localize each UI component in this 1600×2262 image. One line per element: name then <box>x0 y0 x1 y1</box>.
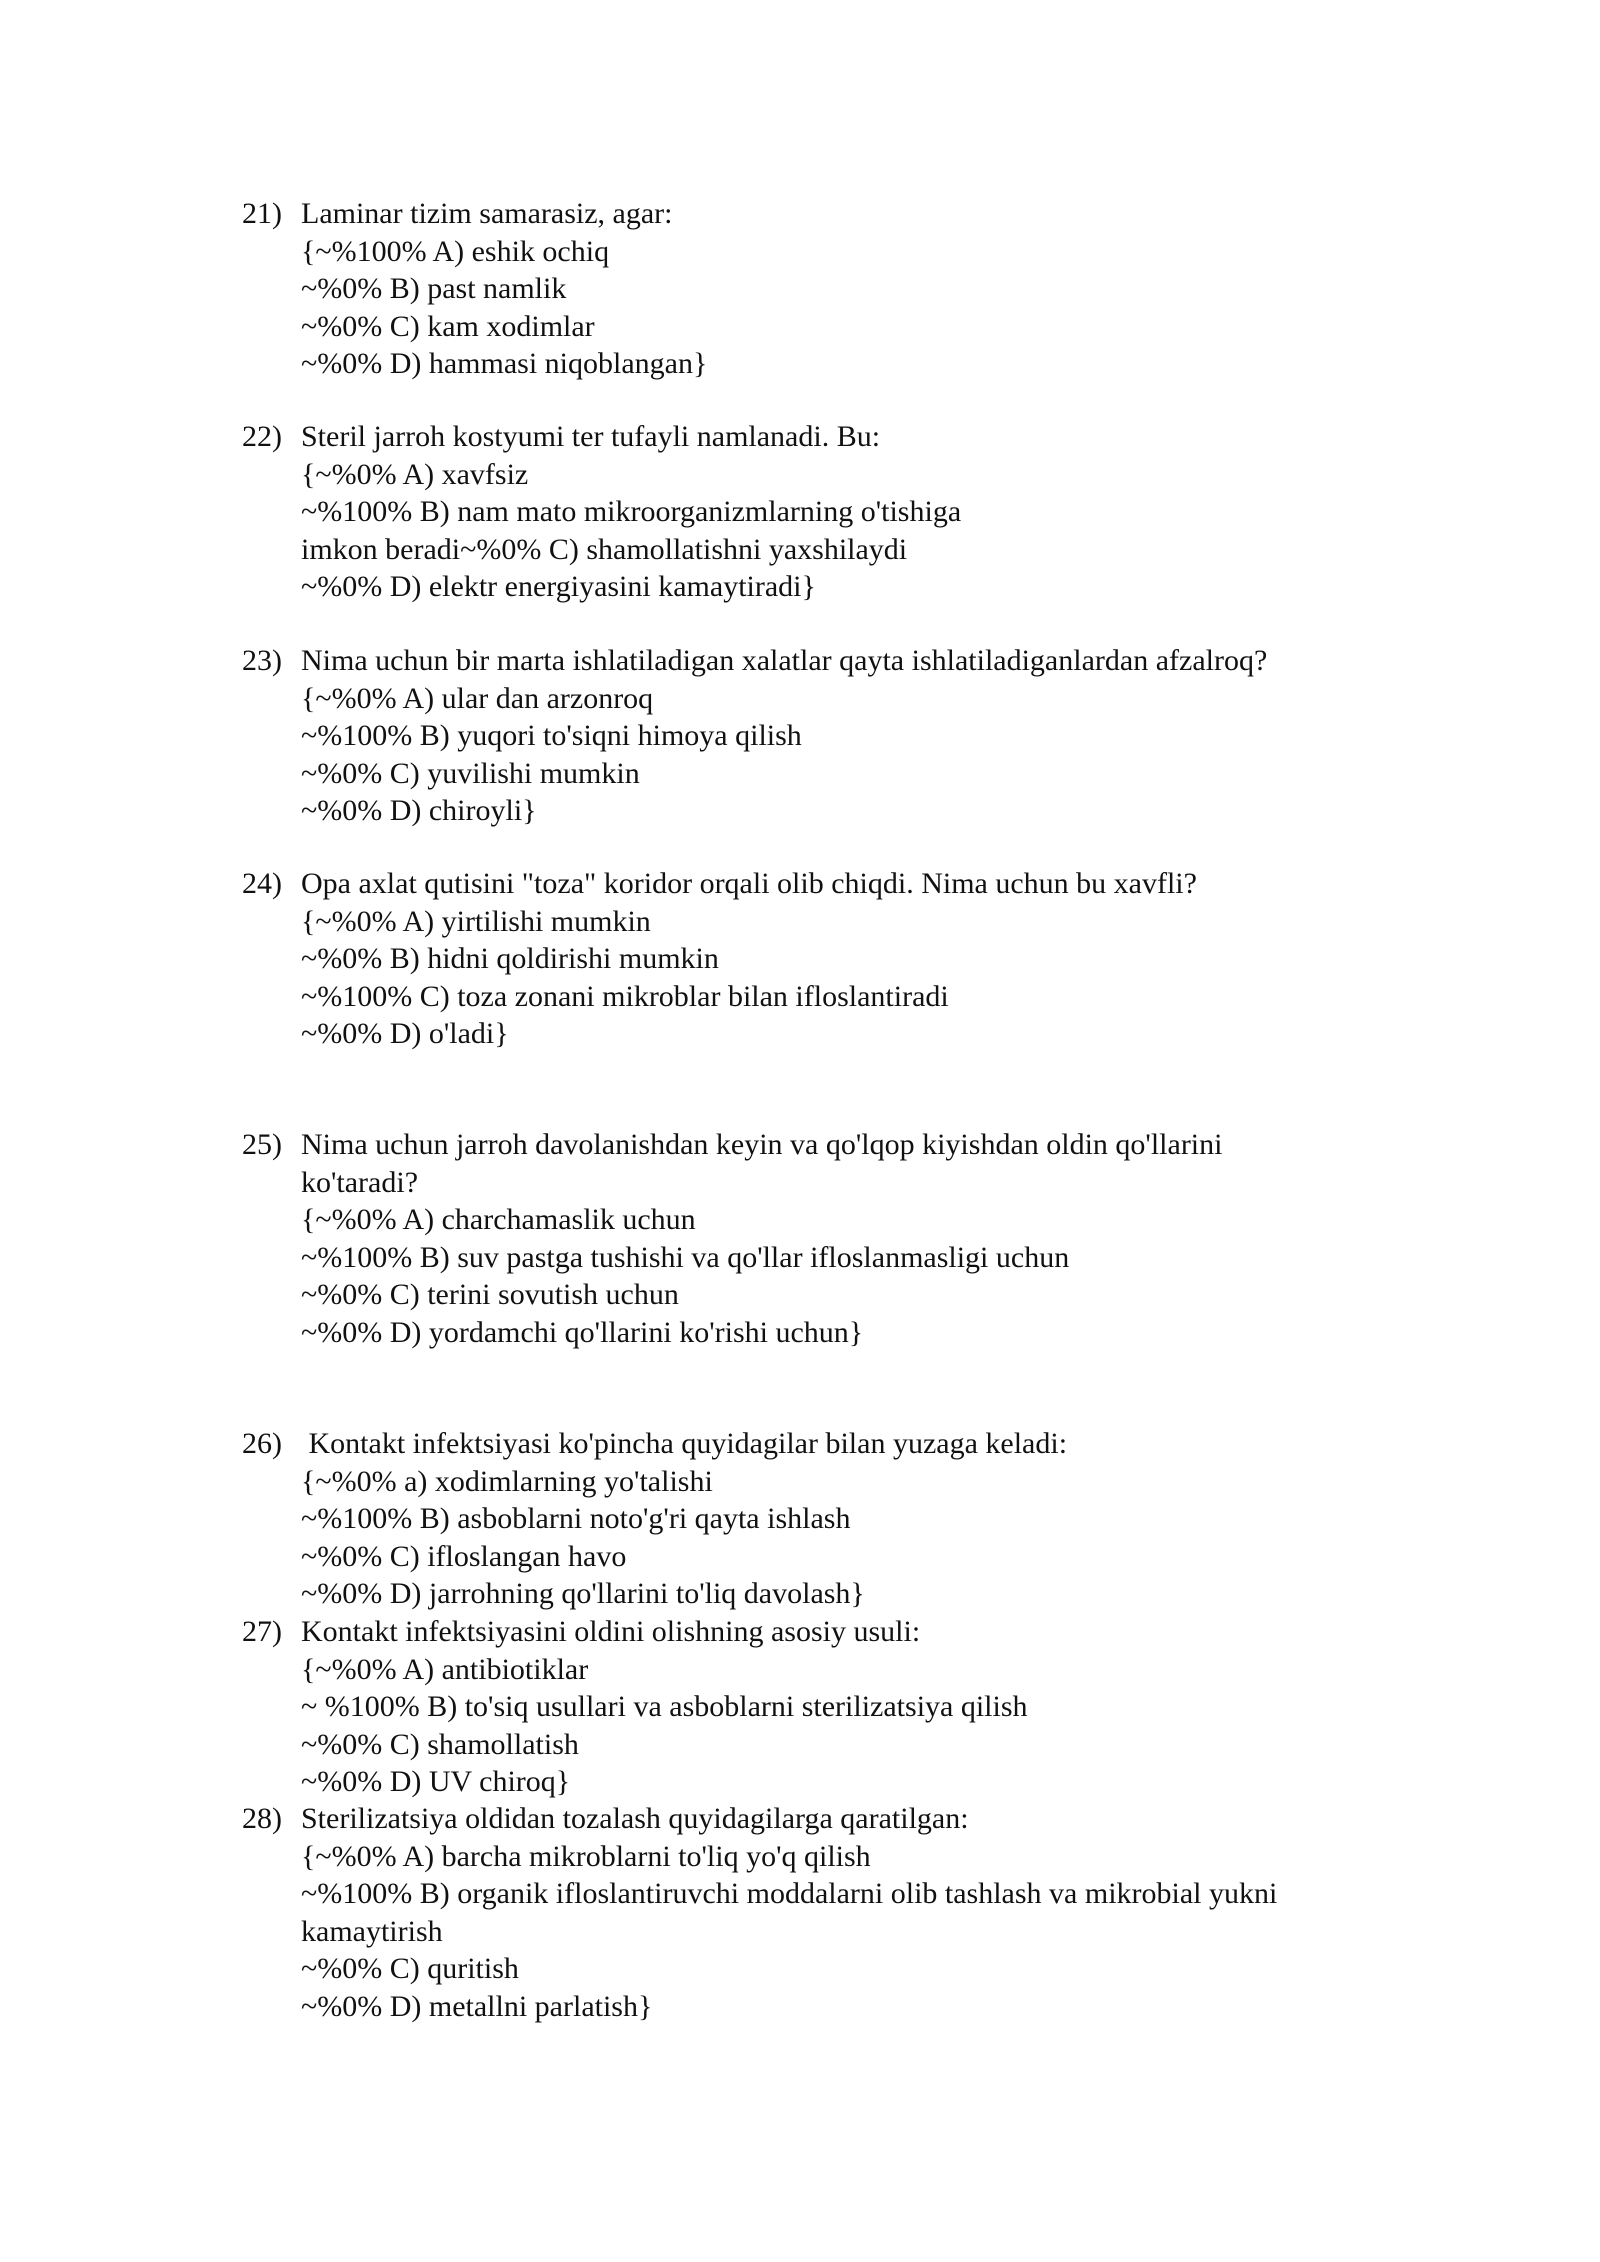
answer-option-c: ~%0% C) shamollatish <box>301 1727 579 1761</box>
answer-option-d: ~%0% D) elektr energiyasini kamaytiradi} <box>301 570 816 603</box>
question-number: 25) <box>242 1128 282 1161</box>
answer-option-b: ~%100% B) asboblarni noto'g'ri qayta ishlash <box>301 1502 851 1535</box>
question-number: 23) <box>242 644 282 677</box>
answer-option-a: {~%0% A) ular dan arzonroq <box>301 681 654 715</box>
answer-line <box>242 1988 1422 2026</box>
answer-option-a: {~%100% A) eshik ochiq <box>301 234 610 268</box>
question-line <box>242 1425 1422 1463</box>
answer-option-a: {~%0% A) charchamaslik uchun <box>301 1203 696 1236</box>
answer-line <box>242 1538 1422 1576</box>
answer-line <box>242 1201 1422 1239</box>
answer-option-d: ~%0% D) UV chiroq} <box>301 1765 571 1798</box>
question-24 <box>242 865 1422 1053</box>
answer-option-b: ~%100% B) nam mato mikroorganizmlarning o'tishiga <box>301 495 962 528</box>
answer-line <box>242 1875 1422 1913</box>
answer-line <box>242 940 1422 978</box>
answer-option-b: ~ %100% B) to'siq usullari va asboblarni sterilizatsiya qilish <box>301 1690 1028 1723</box>
answer-line <box>242 568 1422 606</box>
question-number: 27) <box>242 1615 282 1648</box>
answer-line <box>242 531 1422 569</box>
answer-line <box>242 308 1422 346</box>
answer-line <box>242 1651 1422 1689</box>
answer-option-a: {~%0% A) barcha mikroblarni to'liq yo'q qilish <box>301 1839 871 1873</box>
answer-line <box>242 233 1422 271</box>
answer-line <box>242 1239 1422 1277</box>
answer-line <box>242 1726 1422 1764</box>
answer-option-c: ~%0% C) kam xodimlar <box>301 309 595 343</box>
question-line <box>242 1800 1422 1838</box>
answer-option-b-continued: kamaytirish <box>301 1914 443 1948</box>
answer-option-d: ~%0% D) yordamchi qo'llarini ko'rishi uchun} <box>301 1315 864 1349</box>
question-number: 28) <box>242 1802 282 1835</box>
answer-line <box>242 1838 1422 1876</box>
answer-option-b: ~%100% B) yuqori to'siqni himoya qilish <box>301 719 802 752</box>
answer-line <box>242 1276 1422 1314</box>
answer-option-a: {~%0% a) xodimlarning yo'talishi <box>301 1464 713 1498</box>
answer-line <box>242 270 1422 308</box>
question-line <box>242 1613 1422 1651</box>
question-text: Sterilizatsiya oldidan tozalash quyidagilarga qaratilgan: <box>301 1802 969 1835</box>
answer-line <box>242 1575 1422 1613</box>
answer-option-d: ~%0% D) jarrohning qo'llarini to'liq davolash} <box>301 1577 865 1610</box>
answer-option-b: ~%100% B) organik ifloslantiruvchi moddalarni olib tashlash va mikrobial yukni <box>301 1877 1278 1910</box>
answer-line <box>242 755 1422 793</box>
question-line <box>242 642 1422 680</box>
question-text: Nima uchun jarroh davolanishdan keyin va qo'lqop kiyishdan oldin qo'llarini <box>301 1128 1223 1161</box>
question-text: Steril jarroh kostyumi ter tufayli namlanadi. Bu: <box>301 420 881 453</box>
answer-option-b-continued: imkon beradi~%0% C) shamollatishni yaxshilaydi <box>301 532 908 566</box>
question-26 <box>242 1425 1422 1613</box>
answer-option-d: ~%0% D) hammasi niqoblangan} <box>301 347 708 380</box>
answer-line <box>242 978 1422 1016</box>
question-line <box>242 1126 1422 1164</box>
answer-option-d: ~%0% D) chiroyli} <box>301 794 537 827</box>
question-line <box>242 1164 1422 1202</box>
answer-line <box>242 1688 1422 1726</box>
question-28 <box>242 1800 1422 2025</box>
answer-option-c: ~%0% C) yuvilishi mumkin <box>301 756 640 790</box>
answer-line <box>242 1500 1422 1538</box>
answer-line <box>242 493 1422 531</box>
question-25 <box>242 1126 1422 1351</box>
question-text: Kontakt infektsiyasi ko'pincha quyidagilar bilan yuzaga keladi: <box>301 1427 1068 1460</box>
answer-option-c: ~%0% C) ifloslangan havo <box>301 1539 627 1573</box>
question-number: 22) <box>242 420 282 453</box>
answer-option-d: ~%0% D) metallni parlatish} <box>301 1989 653 2023</box>
question-text: Kontakt infektsiyasini oldini olishning asosiy usuli: <box>301 1615 921 1648</box>
question-line <box>242 865 1422 903</box>
answer-line <box>242 456 1422 494</box>
question-27 <box>242 1613 1422 1801</box>
question-number: 26) <box>242 1427 282 1460</box>
question-number: 24) <box>242 867 282 900</box>
answer-option-d: ~%0% D) o'ladi} <box>301 1017 509 1050</box>
answer-line <box>242 1950 1422 1988</box>
question-text-continued: ko'taradi? <box>301 1165 419 1199</box>
answer-option-b: ~%100% B) suv pastga tushishi va qo'llar ifloslanmasligi uchun <box>301 1240 1070 1274</box>
answer-line <box>242 1463 1422 1501</box>
answer-option-b: ~%0% B) hidni qoldirishi mumkin <box>301 942 719 975</box>
answer-line <box>242 717 1422 755</box>
answer-line <box>242 345 1422 383</box>
answer-line <box>242 1913 1422 1951</box>
question-23 <box>242 642 1422 830</box>
question-text: Nima uchun bir marta ishlatiladigan xalatlar qayta ishlatiladiganlardan afzalroq? <box>301 644 1268 677</box>
answer-option-a: {~%0% A) antibiotiklar <box>301 1652 589 1686</box>
question-21 <box>242 195 1422 383</box>
answer-line <box>242 792 1422 830</box>
question-line <box>242 418 1422 456</box>
answer-option-a: {~%0% A) xavfsiz <box>301 457 529 491</box>
answer-line <box>242 1763 1422 1801</box>
question-22 <box>242 418 1422 606</box>
question-number: 21) <box>242 197 282 230</box>
question-text: Opa axlat qutisini "toza" koridor orqali olib chiqdi. Nima uchun bu xavfli? <box>301 867 1197 900</box>
answer-line <box>242 903 1422 941</box>
answer-option-a: {~%0% A) yirtilishi mumkin <box>301 904 651 938</box>
answer-line <box>242 1314 1422 1352</box>
answer-line <box>242 1015 1422 1053</box>
answer-line <box>242 680 1422 718</box>
answer-option-c: ~%100% C) toza zonani mikroblar bilan ifloslantiradi <box>301 979 949 1013</box>
answer-option-b: ~%0% B) past namlik <box>301 272 567 305</box>
question-line <box>242 195 1422 233</box>
answer-option-c: ~%0% C) quritish <box>301 1952 519 1985</box>
question-text: Laminar tizim samarasiz, agar: <box>301 197 673 230</box>
answer-option-c: ~%0% C) terini sovutish uchun <box>301 1278 679 1311</box>
